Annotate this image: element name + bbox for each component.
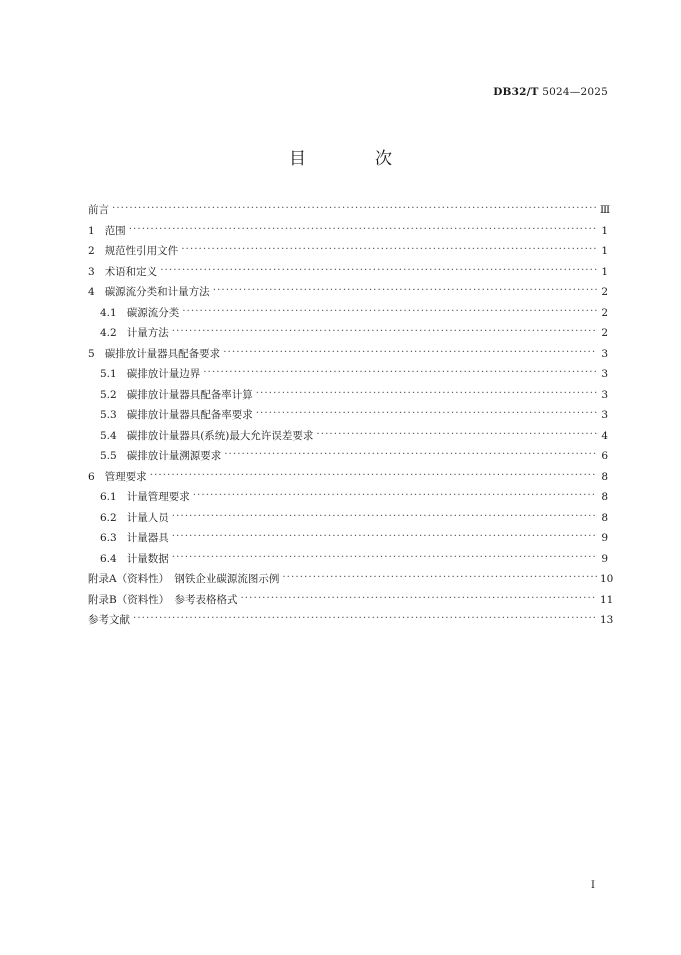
toc-entry-title: 前言 (88, 204, 109, 216)
toc-entry-number: 6.1 (100, 491, 117, 503)
toc-entry-title: 碳排放计量溯源要求 (126, 450, 222, 462)
toc-entry-number: 5.5 (100, 450, 117, 462)
toc-entry-page: 6 (601, 450, 608, 462)
toc-entry[interactable] (88, 241, 608, 262)
toc-entry-page: 2 (601, 286, 608, 298)
toc-leader-dots (133, 608, 597, 629)
toc-entry-page: 3 (601, 388, 608, 401)
toc-entry-page: 11 (600, 593, 614, 606)
toc-entry-page: 3 (601, 409, 608, 421)
toc-entry-title: 碳源流分类和计量方法 (104, 286, 210, 298)
toc-leader-dots (172, 506, 597, 527)
toc-leader-dots (256, 383, 597, 404)
toc-entry[interactable] (88, 221, 608, 242)
toc-leader-dots (203, 362, 597, 383)
toc-entry-page: 13 (600, 614, 614, 626)
toc-entry[interactable] (88, 610, 614, 631)
toc-entry-number: 5 (88, 347, 95, 360)
toc-entry[interactable] (88, 364, 608, 385)
toc-entry[interactable] (88, 282, 608, 303)
toc-leader-dots (223, 342, 597, 363)
toc-entry-title: 术语和定义 (104, 265, 158, 278)
toc-entry-title: 碳排放计量器具配备率要求 (126, 409, 253, 421)
toc-entry[interactable] (88, 549, 608, 570)
table-of-contents (88, 200, 614, 631)
toc-entry-page: 1 (601, 245, 608, 257)
toc-entry[interactable] (88, 200, 611, 221)
toc-leader-dots (282, 567, 597, 588)
toc-entry-title: 碳排放计量器具配备要求 (104, 347, 221, 360)
toc-leader-dots (182, 301, 597, 322)
toc-leader-dots (213, 280, 597, 301)
toc-entry[interactable] (88, 344, 608, 365)
toc-entry[interactable] (88, 405, 608, 426)
toc-entry-title: 计量方法 (126, 327, 169, 339)
toc-leader-dots (172, 547, 597, 568)
toc-entry-title: 计量人员 (126, 511, 169, 524)
toc-leader-dots (240, 588, 597, 609)
toc-entry-page: 3 (601, 347, 608, 360)
toc-entry-title: 规范性引用文件 (104, 245, 179, 257)
toc-entry-page: Ⅲ (600, 204, 611, 216)
toc-entry-page: 3 (601, 368, 608, 380)
toc-entry-title: 计量数据 (126, 552, 169, 565)
toc-leader-dots (150, 465, 597, 486)
toc-entry[interactable] (88, 569, 614, 590)
toc-entry[interactable] (88, 528, 608, 549)
toc-entry[interactable] (88, 262, 608, 283)
toc-entry-title: 计量管理要求 (126, 491, 190, 503)
toc-entry[interactable] (88, 385, 608, 406)
toc-leader-dots (160, 260, 597, 281)
toc-entry-page: 2 (601, 327, 608, 339)
toc-leader-dots (224, 444, 597, 465)
toc-entry-number: 6.3 (100, 532, 117, 544)
toc-leader-dots (256, 403, 597, 424)
toc-entry[interactable] (88, 590, 614, 611)
toc-entry-number: 6.4 (100, 552, 117, 565)
toc-entry-number: 5.3 (100, 409, 117, 421)
toc-entry[interactable] (88, 487, 608, 508)
toc-entry[interactable] (88, 467, 608, 488)
toc-leader-dots (193, 485, 597, 506)
document-code (493, 86, 608, 98)
toc-entry-page: 9 (601, 532, 608, 544)
toc-entry[interactable] (88, 508, 608, 529)
page-number: I (591, 880, 595, 891)
toc-entry-page: 4 (601, 429, 608, 442)
toc-entry-number: 4.1 (100, 306, 117, 319)
toc-entry-page: 1 (601, 224, 608, 237)
toc-entry-number: 5.2 (100, 388, 117, 401)
toc-entry-title: 碳源流分类 (126, 306, 180, 319)
toc-entry[interactable] (88, 323, 608, 344)
toc-entry[interactable] (88, 446, 608, 467)
toc-entry-title: 附录A（资料性） 钢铁企业碳源流图示例 (88, 573, 280, 585)
toc-entry-number: 2 (88, 245, 95, 257)
toc-entry-title: 附录B（资料性） 参考表格格式 (88, 593, 238, 606)
toc-entry-title: 碳排放计量器具配备率计算 (126, 388, 253, 401)
toc-entry-number: 6.2 (100, 511, 117, 524)
toc-entry-number: 5.1 (100, 368, 117, 380)
toc-entry-number: 3 (88, 265, 95, 278)
toc-leader-dots (316, 424, 597, 445)
toc-entry-number: 4 (88, 286, 95, 298)
toc-leader-dots (112, 198, 597, 219)
toc-entry[interactable] (88, 426, 608, 447)
toc-entry-number: 5.4 (100, 429, 117, 442)
toc-entry-page: 8 (601, 511, 608, 524)
toc-entry-page: 1 (601, 265, 608, 278)
toc-leader-dots (172, 321, 597, 342)
toc-entry-title: 管理要求 (104, 470, 147, 483)
toc-entry-title: 碳排放计量边界 (126, 368, 201, 380)
document-code-number: 5024—2025 (542, 86, 608, 98)
toc-entry-number: 6 (88, 470, 95, 483)
toc-entry[interactable] (88, 303, 608, 324)
toc-leader-dots (172, 526, 597, 547)
document-code-prefix: DB32/T (493, 86, 539, 98)
toc-entry-title: 计量器具 (126, 532, 169, 544)
toc-entry-number: 4.2 (100, 327, 117, 339)
toc-entry-page: 9 (601, 552, 608, 565)
toc-entry-page: 10 (600, 573, 614, 585)
toc-entry-page: 8 (601, 491, 608, 503)
toc-entry-title: 参考文献 (88, 614, 130, 626)
toc-entry-page: 2 (601, 306, 608, 319)
toc-entry-page: 8 (601, 470, 608, 483)
toc-leader-dots (181, 239, 597, 260)
toc-entry-number: 1 (88, 224, 95, 237)
toc-entry-title: 范围 (104, 224, 126, 237)
toc-leader-dots (129, 219, 597, 240)
toc-title: 目 次 (289, 149, 418, 169)
toc-entry-title: 碳排放计量器具(系统)最大允许误差要求 (126, 429, 314, 442)
